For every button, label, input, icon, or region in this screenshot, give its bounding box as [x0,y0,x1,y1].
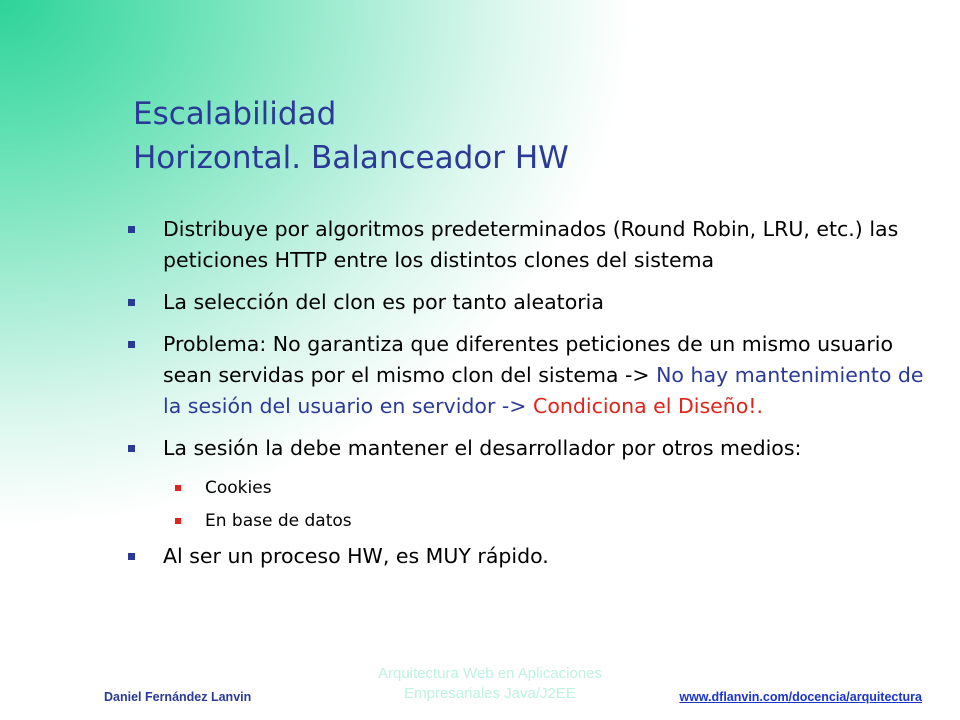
square-bullet-icon [128,226,135,233]
bullet-text: Distribuye por algoritmos predeterminados (Round Robin, LRU, etc.) las peticiones HTTP entre los distintos clones del sistema [163,217,899,272]
sub-bullet-item [128,508,928,534]
slide-title [133,92,893,180]
footer-course-title: Arquitectura Web en Aplicaciones Empresariales Java/J2EE [377,665,603,702]
slide-title-line-2: Horizontal. Balanceador HW [133,140,569,176]
bullet-text-highlight-red: Condiciona el Diseño!. [533,394,764,418]
footer-author: Daniel Fernández Lanvin [104,690,252,704]
bullet-text: La sesión la debe mantener el desarrollador por otros medios: [163,436,802,460]
bullet-item [128,329,928,422]
bullet-text: La selección del clon es por tanto aleatoria [163,290,604,314]
bullet-item [128,287,928,318]
bullet-text: Al ser un proceso HW, es MUY rápido. [163,544,549,568]
bullet-item [128,433,928,464]
bullet-text-plain: Problema: No garantiza que diferentes peticiones de un mismo usuario sean servidas por el mismo clon del sistema -> [163,332,894,387]
footer-link[interactable]: www.dflanvin.com/docencia/arquitectura [679,690,922,704]
slide-title-line-1: Escalabilidad [133,96,337,132]
sub-bullet-item [128,475,928,501]
square-bullet-icon [128,553,135,560]
bullet-list [128,214,928,583]
square-bullet-icon [128,445,135,452]
sub-bullet-text: Cookies [205,478,272,498]
bullet-item [128,214,928,276]
bullet-text-highlight-blue: No hay mantenimiento de la sesión del usuario en servidor -> [163,363,924,418]
square-sub-bullet-icon [175,518,181,524]
square-sub-bullet-icon [175,485,181,491]
bullet-item [128,541,928,572]
square-bullet-icon [128,299,135,306]
sub-bullet-text: En base de datos [205,511,352,531]
square-bullet-icon [128,341,135,348]
